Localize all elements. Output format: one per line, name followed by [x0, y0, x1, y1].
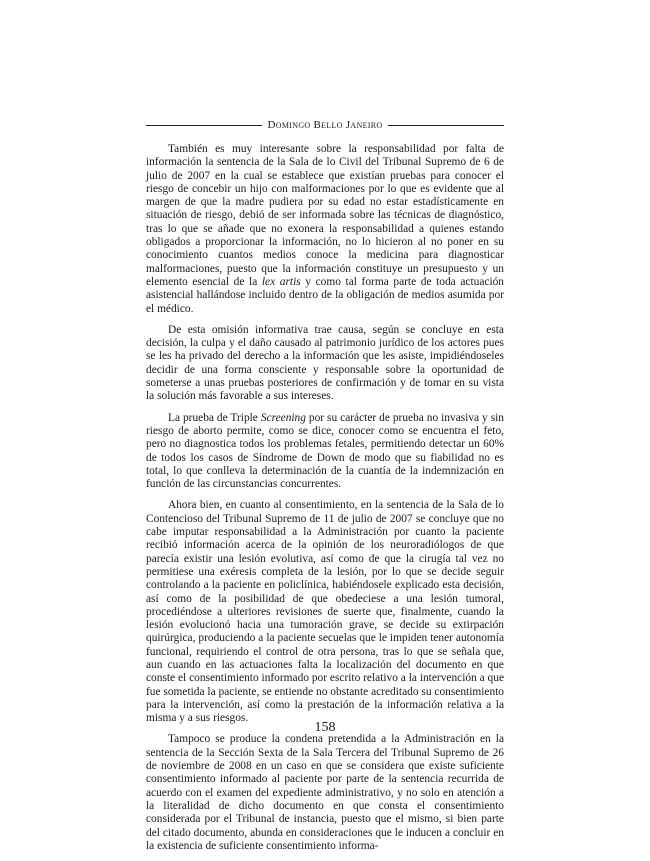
italic-term: lex artis [261, 275, 301, 288]
header-rule-left [146, 125, 262, 126]
paragraph: También es muy interesante sobre la responsabilidad por falta de información la sentencia de la Sala de lo Civil del Tribunal Supremo de 6 de julio de 2007 en la cual se establece que existían pruebas para conocer el riesgo de concebir un hijo con malformaciones por lo que es evidente que al margen de que la madre pudiera por su edad no estar estadísticamente en situación de riesgo, debió de ser informada sobre las técnicas de diagnóstico, tras lo que se añade que no exonera la responsabilidad a quienes estando obligados a proporcionar la información, no lo hicieron al no poner en su conocimiento cuantos medios conoce la medicina para diagnosticar malformaciones, puesto que la información constituye un presupuesto y un elemento esencial de la lex artis y como tal forma parte de toda actuación asistencial hallándose incluido dentro de la obligación de medios asumida por el médico. [146, 143, 505, 315]
running-header [146, 118, 504, 132]
header-rule-right [388, 125, 504, 126]
page-number: 158 [314, 720, 336, 735]
body-text [146, 143, 504, 861]
paragraph: Tampoco se produce la condena pretendida a la Administración en la sentencia de la Sección Sexta de la Sala Tercera del Tribunal Supremo de 26 de noviembre de 2008 en un caso en que se considera que existe suficiente consentimiento informado al paciente por parte de la sentencia recurrida de acuerdo con el examen del expediente administrativo, y no solo en atención a la literalidad de dicho documento en que consta el consentimiento considerada por el Tribunal de instancia, puesto que el mismo, si bien parte del citado documento, abunda en consideraciones que le inducen a concluir en la existencia de suficiente consentimiento informa- [146, 733, 504, 852]
paragraph: De esta omisión informativa trae causa, según se concluye en esta decisión, la culpa y el daño causado al patrimonio jurídico de los actores pues se les ha privado del derecho a la información que les asiste, impidiéndoseles decidir de una forma consciente y responsable sobre la oportunidad de someterse a unas pruebas posteriores de confirmación y de tomar en su vista la solución más favorable a sus intereses. [146, 323, 504, 403]
paragraph: La prueba de Triple Screening por su carácter de prueba no invasiva y sin riesgo de aborto permite, como se dice, conocer como se encuentra el feto, pero no diagnostica todos los problemas fetales, permitiendo detectar un 60% de todos los casos de Síndrome de Down de modo que su fiabilidad no es total, lo que conlleva la determinación de la cuantía de la indemnización en función de las circunstancias concurrentes. [146, 411, 504, 491]
running-head-author: Domingo Bello Janeiro [267, 119, 383, 131]
paragraph: Ahora bien, en cuanto al consentimiento, en la sentencia de la Sala de lo Contencioso del Tribunal Supremo de 11 de julio de 2007 se concluye que no cabe imputar responsabilidad a la Administración por cuanto la paciente recibió información acerca de la opinión de los neuroradiólogos de que parecía existir una lesión evolutiva, así como de que la cirugía tal vez no permitiese una exéresis completa de la lesión, por lo que se decide seguir controlando a la paciente en policlínica, habiéndosele explicado esta decisión, así como de la posibilidad de que obedeciese a una lesión tumoral, procediéndose a ulteriores revisiones de suerte que, finalmente, cuando la lesión evolucionó hacia una tumoración grave, se decide su extirpación quirúrgica, produciendo a la paciente secuelas que le impiden tener autonomía funcional, requiriendo el control de otra persona, tras lo que se señala que, aun cuando en las actuaciones falta la localización del documento en que conste el consentimiento informado por escrito relativo a la intervención a que fue sometida la paciente, se entiende no obstante acreditado su consentimiento para la intervención, así como la prestación de la información relativa a la misma y a sus riesgos. [146, 499, 504, 725]
italic-term: Screening [260, 411, 306, 424]
